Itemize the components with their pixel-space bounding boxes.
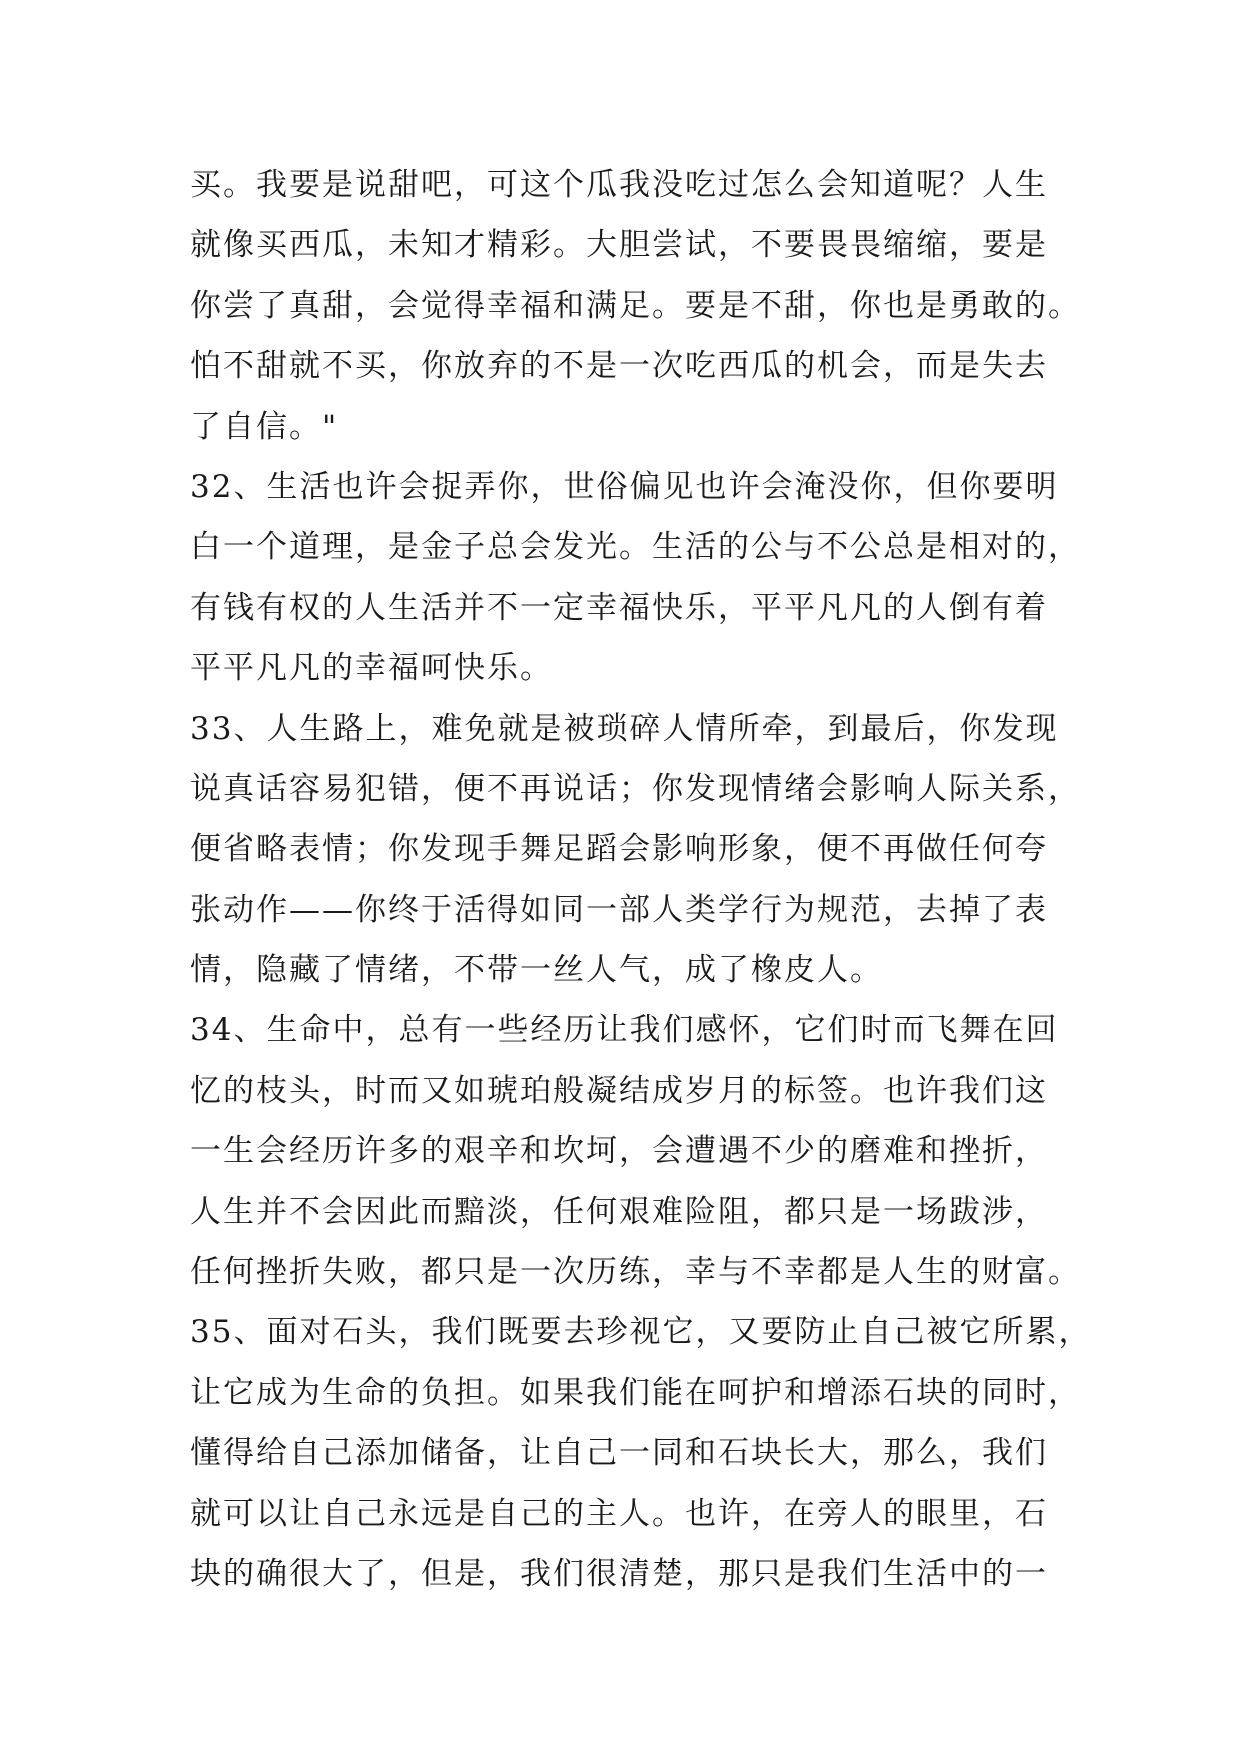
paragraph-33-start: 33、人生路上，难免就是被琐碎人情所牵，到最后，你发现 — [190, 710, 1059, 747]
text-line: 张动作——你终于活得如同一部人类学行为规范，去掉了表 — [190, 891, 1048, 928]
text-line: 块的确很大了，但是，我们很清楚，那只是我们生活中的一 — [190, 1555, 1048, 1592]
text-line: 忆的枝头，时而又如琥珀般凝结成岁月的标签。也许我们这 — [190, 1072, 1048, 1109]
paragraph-32-start: 32、生活也许会捉弄你，世俗偏见也许会淹没你，但你要明 — [190, 468, 1059, 505]
text-line: 买。我要是说甜吧，可这个瓜我没吃过怎么会知道呢？人生 — [190, 167, 1048, 203]
text-line: 说真话容易犯错，便不再说话；你发现情绪会影响人际关系， — [190, 770, 1081, 807]
text-line: 任何挫折失败，都只是一次历练，幸与不幸都是人生的财富。 — [190, 1254, 1081, 1291]
paragraph-35-start: 35、面对石头，我们既要去珍视它，又要防止自己被它所累， — [190, 1314, 1092, 1351]
text-line: 一生会经历许多的艰辛和坎坷，会遭遇不少的磨难和挫折， — [190, 1133, 1048, 1170]
text-line: 就像买西瓜，未知才精彩。大胆尝试，不要畏畏缩缩，要是 — [190, 227, 1048, 264]
text-line: 了自信。" — [190, 408, 339, 445]
text-line: 怕不甜就不买，你放弃的不是一次吃西瓜的机会，而是失去 — [190, 348, 1048, 385]
document-body — [190, 155, 1092, 1604]
text-line: 便省略表情；你发现手舞足蹈会影响形象，便不再做任何夸 — [190, 831, 1048, 868]
text-line: 你尝了真甜，会觉得幸福和满足。要是不甜，你也是勇敢的。 — [190, 287, 1081, 324]
text-line: 就可以让自己永远是自己的主人。也许，在旁人的眼里，石 — [190, 1495, 1048, 1532]
text-line: 懂得给自己添加储备，让自己一同和石块长大，那么，我们 — [190, 1435, 1048, 1472]
text-line: 情，隐藏了情绪，不带一丝人气，成了橡皮人。 — [190, 952, 883, 989]
text-line: 让它成为生命的负担。如果我们能在呵护和增添石块的同时， — [190, 1374, 1081, 1411]
text-line: 平平凡凡的幸福呵快乐。 — [190, 650, 553, 687]
text-line: 有钱有权的人生活并不一定幸福快乐，平平凡凡的人倒有着 — [190, 589, 1048, 626]
text-line: 白一个道理，是金子总会发光。生活的公与不公总是相对的， — [190, 529, 1081, 566]
paragraph-34-start: 34、生命中，总有一些经历让我们感怀，它们时而飞舞在回 — [190, 1012, 1059, 1049]
text-line: 人生并不会因此而黯淡，任何艰难险阻，都只是一场跋涉， — [190, 1193, 1048, 1230]
